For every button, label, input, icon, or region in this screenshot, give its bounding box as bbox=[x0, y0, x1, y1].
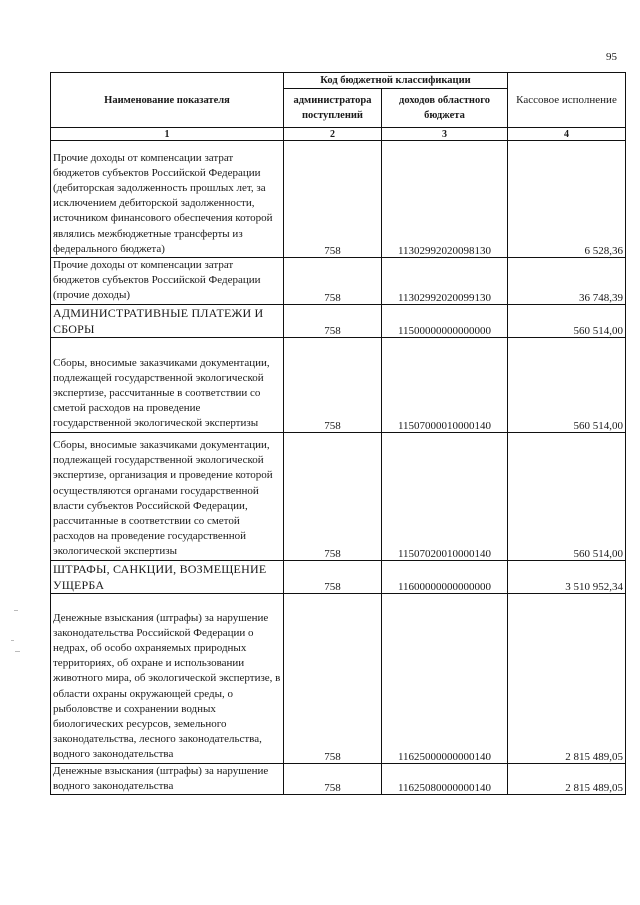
row-admin-code: 758 bbox=[284, 432, 382, 560]
row-income-code: 11507020010000140 bbox=[382, 432, 508, 560]
header-cash-execution: Кассовое исполнение bbox=[508, 73, 626, 128]
row-amount: 560 514,00 bbox=[508, 432, 626, 560]
table-row bbox=[51, 337, 626, 432]
header-kbk-group: Код бюджетной классификации bbox=[284, 73, 508, 89]
row-income-code: 11302992020098130 bbox=[382, 141, 508, 258]
header-row-top bbox=[51, 73, 626, 89]
table-row bbox=[51, 560, 626, 593]
row-amount: 6 528,36 bbox=[508, 141, 626, 258]
table-row bbox=[51, 763, 626, 794]
column-number-4: 4 bbox=[508, 128, 626, 141]
row-income-code: 11625000000000140 bbox=[382, 593, 508, 763]
column-number-1: 1 bbox=[51, 128, 284, 141]
budget-execution-table bbox=[50, 72, 626, 795]
row-amount: 560 514,00 bbox=[508, 337, 626, 432]
header-indicator-name: Наименование показателя bbox=[51, 73, 284, 128]
table-row bbox=[51, 141, 626, 258]
header-administrator: администратора поступлений bbox=[284, 89, 382, 128]
table-row bbox=[51, 432, 626, 560]
row-admin-code: 758 bbox=[284, 763, 382, 794]
row-indicator-name: Денежные взыскания (штрафы) за нарушение законодательства Российской Федерации о недрах, об особо охраняемых природных территориях, об охране и использовании животного мира, об экологической экспертизе, в области охраны окружающей среды, о рыболовстве и сохранении водных биологических ресурсов, земельного законодательства, лесного законодательства, водного законодательства bbox=[51, 593, 284, 763]
row-indicator-name: АДМИНИСТРАТИВНЫЕ ПЛАТЕЖИ И СБОРЫ bbox=[51, 304, 284, 337]
row-amount: 560 514,00 bbox=[508, 304, 626, 337]
table-row bbox=[51, 258, 626, 305]
row-admin-code: 758 bbox=[284, 560, 382, 593]
row-admin-code: 758 bbox=[284, 258, 382, 305]
row-income-code: 11600000000000000 bbox=[382, 560, 508, 593]
row-admin-code: 758 bbox=[284, 593, 382, 763]
row-admin-code: 758 bbox=[284, 304, 382, 337]
header-row-numbers bbox=[51, 128, 626, 141]
row-amount: 36 748,39 bbox=[508, 258, 626, 305]
table-row bbox=[51, 593, 626, 763]
row-income-code: 11302992020099130 bbox=[382, 258, 508, 305]
row-amount: 2 815 489,05 bbox=[508, 763, 626, 794]
table-row bbox=[51, 304, 626, 337]
row-amount: 3 510 952,34 bbox=[508, 560, 626, 593]
scan-speck bbox=[14, 610, 18, 611]
page-number: 95 bbox=[606, 51, 617, 63]
scan-speck bbox=[11, 640, 14, 641]
header-regional-income: доходов областного бюджета bbox=[382, 89, 508, 128]
scan-speck bbox=[15, 651, 20, 652]
row-indicator-name: Прочие доходы от компенсации затрат бюджетов субъектов Российской Федерации (дебиторская задолженность прошлых лет, за исключением дебиторской задолженности, источником финансового обеспечения которой являлись межбюджетные трансферты из федерального бюджета) bbox=[51, 141, 284, 258]
column-number-2: 2 bbox=[284, 128, 382, 141]
row-admin-code: 758 bbox=[284, 337, 382, 432]
column-number-3: 3 bbox=[382, 128, 508, 141]
row-indicator-name: ШТРАФЫ, САНКЦИИ, ВОЗМЕЩЕНИЕ УЩЕРБА bbox=[51, 560, 284, 593]
row-indicator-name: Денежные взыскания (штрафы) за нарушение водного законодательства bbox=[51, 763, 284, 794]
row-income-code: 11507000010000140 bbox=[382, 337, 508, 432]
row-income-code: 11625080000000140 bbox=[382, 763, 508, 794]
row-indicator-name: Прочие доходы от компенсации затрат бюджетов субъектов Российской Федерации (прочие доходы) bbox=[51, 258, 284, 305]
row-admin-code: 758 bbox=[284, 141, 382, 258]
row-indicator-name: Сборы, вносимые заказчиками документации, подлежащей государственной экологической экспертизе, организация и проведение которой осуществляются органами государственной власти субъектов Российской Федерации, рассчитанные в соответствии со сметой расходов на проведение государственной экологической экспертизы bbox=[51, 432, 284, 560]
row-income-code: 11500000000000000 bbox=[382, 304, 508, 337]
row-indicator-name: Сборы, вносимые заказчиками документации, подлежащей государственной экологической экспертизе, рассчитанные в соответствии со сметой расходов на проведение государственной экологической экспертизы bbox=[51, 337, 284, 432]
row-amount: 2 815 489,05 bbox=[508, 593, 626, 763]
